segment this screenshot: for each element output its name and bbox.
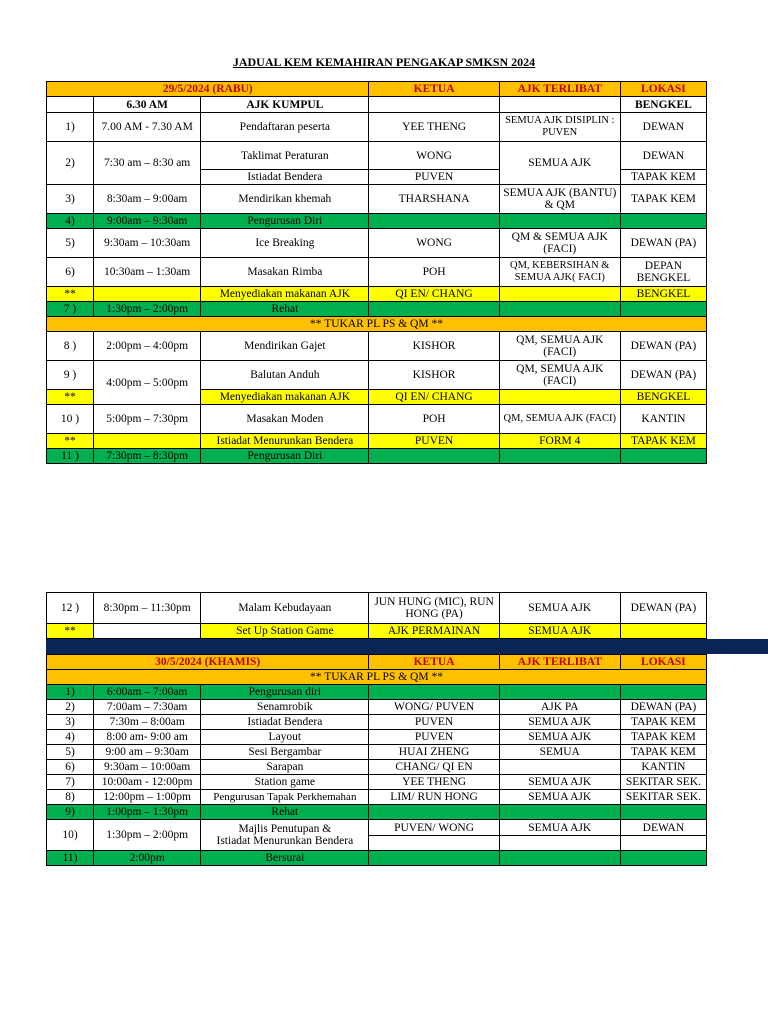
table-row: 6) 9:30am – 10:00am Sarapan CHANG/ QI EN KANTIN [47, 760, 707, 775]
table-row: Istiadat Bendera PUVEN TAPAK KEM [47, 170, 707, 185]
header-ajk: AJK TERLIBAT [499, 82, 620, 97]
schedule-table-continuation [46, 592, 707, 639]
table-row: 4) 8:00 am- 9:00 am Layout PUVEN SEMUA AJK TAPAK KEM [47, 730, 707, 745]
table-row: 1) 7.00 AM - 7.30 AM Pendaftaran peserta YEE THENG SEMUA AJK DISIPLIN : PUVEN DEWAN [47, 113, 707, 142]
table-row: 7 ) 1:30pm – 2:00pm Rehat [47, 302, 707, 317]
day1-header-row [47, 82, 707, 97]
section-divider-band [46, 639, 768, 654]
table-row: 2) 7:30 am – 8:30 am Taklimat Peraturan WONG SEMUA AJK DEWAN [47, 142, 707, 170]
header-lokasi: LOKASI [620, 82, 706, 97]
table-row: 4) 9:00am – 9:30am Pengurusan Diri [47, 214, 707, 229]
day2-header-row: 30/5/2024 (KHAMIS) KETUA AJK TERLIBAT LOKASI [47, 655, 707, 670]
table-row: 3) 7:30m – 8:00am Istiadat Bendera PUVEN SEMUA AJK TAPAK KEM [47, 715, 707, 730]
assembly-row [47, 97, 707, 113]
table-row: 5) 9:00 am – 9:30am Sesi Bergambar HUAI ZHENG SEMUA TAPAK KEM [47, 745, 707, 760]
table-row: ** Set Up Station Game AJK PERMAINAN SEMUA AJK [47, 624, 707, 639]
table-row: 10 ) 5:00pm – 7:30pm Masakan Moden POH QM, SEMUA AJK (FACI) KANTIN [47, 405, 707, 434]
table-row: 9) 1:00pm – 1:30pm Rehat [47, 805, 707, 820]
table-row: 11 ) 7:30pm – 8:30pm Pengurusan Diri [47, 449, 707, 464]
day2-date: 30/5/2024 (KHAMIS) [47, 655, 369, 670]
table-row: 8) 12:00pm – 1:00pm Pengurusan Tapak Perkhemahan LIM/ RUN HONG SEMUA AJK SEKITAR SEK. [47, 790, 707, 805]
table-row: ** Menyediakan makanan AJK QI EN/ CHANG BENGKEL [47, 287, 707, 302]
document-title: JADUAL KEM KEMAHIRAN PENGAKAP SMKSN 2024 [232, 55, 536, 69]
schedule-table-day2 [46, 654, 707, 866]
table-row: ** Menyediakan makanan AJK QI EN/ CHANG BENGKEL [47, 390, 707, 405]
table-row: 11) 2:00pm Bersurai [47, 851, 707, 866]
assembly-time: 6.30 AM [94, 97, 201, 113]
table-row: 3) 8:30am – 9:00am Mendirikan khemah THARSHANA SEMUA AJK (BANTU) & QM TAPAK KEM [47, 185, 707, 214]
table-row: 1) 6:00am – 7:00am Pengurusan diri [47, 685, 707, 700]
table-row: ** Istiadat Menurunkan Bendera PUVEN FORM 4 TAPAK KEM [47, 434, 707, 449]
assembly-activity: AJK KUMPUL [201, 97, 369, 113]
table-row: 12 ) 8:30pm – 11:30pm Malam Kebudayaan JUN HUNG (MIC), RUN HONG (PA) SEMUA AJK DEWAN (PA) [47, 593, 707, 624]
table-row: 2) 7:00am – 7:30am Senamrobik WONG/ PUVEN AJK PA DEWAN (PA) [47, 700, 707, 715]
day1-date: 29/5/2024 (RABU) [47, 82, 369, 97]
table-row: 7) 10:00am - 12:00pm Station game YEE THENG SEMUA AJK SEKITAR SEK. [47, 775, 707, 790]
table-row: 8 ) 2:00pm – 4:00pm Mendirikan Gajet KISHOR QM, SEMUA AJK (FACI) DEWAN (PA) [47, 332, 707, 361]
schedule-table-day1 [46, 81, 707, 464]
table-row: 5) 9:30am – 10:30am Ice Breaking WONG QM & SEMUA AJK (FACI) DEWAN (PA) [47, 229, 707, 258]
table-row: 10) 1:30pm – 2:00pm Majlis Penutupan & Istiadat Menurunkan Bendera PUVEN/ WONG SEMUA AJK DEWAN [47, 820, 707, 836]
table-row: 6) 10:30am – 1:30am Masakan Rimba POH QM, KEBERSIHAN & SEMUA AJK( FACI) DEPAN BENGKEL [47, 258, 707, 287]
swap-band: ** TUKAR PL PS & QM ** [47, 670, 707, 685]
header-ketua: KETUA [369, 82, 499, 97]
table-row: 9 ) 4:00pm – 5:00pm Balutan Anduh KISHOR QM, SEMUA AJK (FACI) DEWAN (PA) [47, 361, 707, 390]
assembly-lokasi: BENGKEL [620, 97, 706, 113]
swap-band: ** TUKAR PL PS & QM ** [47, 317, 707, 332]
